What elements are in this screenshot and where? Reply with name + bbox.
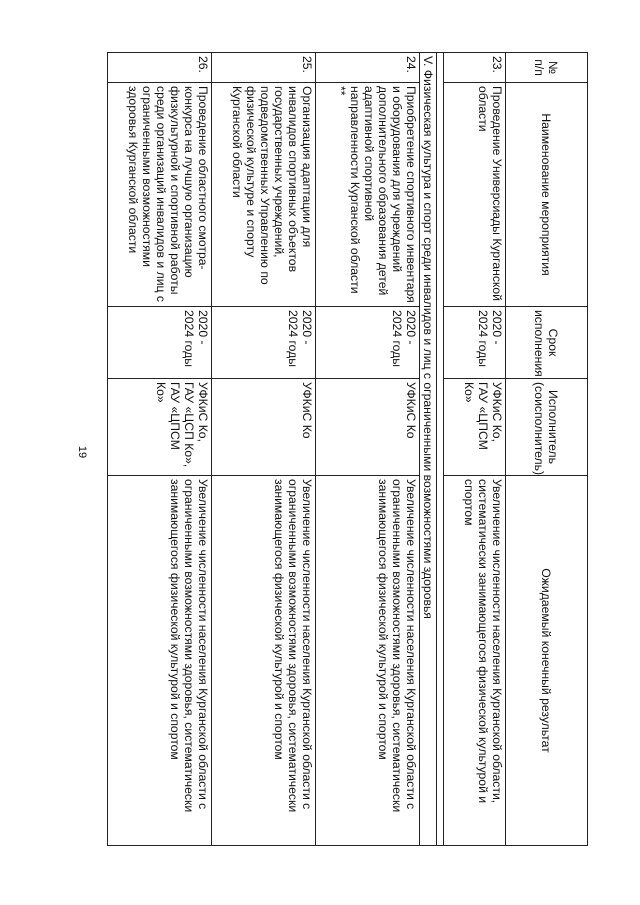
row-executor: УФКиС Ко, ГАУ «ЦСП Ко», ГАУ «ЦПСМ Ко»	[108, 379, 212, 476]
row-result: Увеличение численности населения Курганской области с ограниченными возможностями здоровья, систематически занимающегося физической культурой и спортом	[315, 476, 419, 846]
row-num: 24.	[315, 53, 419, 83]
row-num: 26.	[108, 53, 212, 83]
row-num: 25.	[211, 53, 315, 83]
row-result: Увеличение численности населения Курганской области с ограниченными возможностями здоровья, систематически занимающегося физической культурой и спортом	[108, 476, 212, 846]
row-num: 23.	[443, 53, 505, 83]
row-result: Увеличение численности населения Курганской области с ограниченными возможностями здоровья, систематически занимающегося физической культурой и спортом	[211, 476, 315, 846]
section-title: V. Физическая культура и спорт среди инвалидов и лиц с ограниченными возможностями здоровья	[419, 53, 437, 846]
table-row	[443, 53, 505, 846]
section-separator	[437, 53, 443, 846]
row-name: Проведение Универсиады Курганской области	[443, 83, 505, 307]
row-name: Проведение областного смотра-конкурса на лучшую организацию физкультурной и спортивной работы среди организаций инвалидов и лиц с ограниченными возможностями здоровья Курганской области	[108, 83, 212, 307]
header-result: Ожидаемый конечный результат	[506, 476, 588, 846]
row-executor: УФКиС Ко	[211, 379, 315, 476]
row-name: Приобретение спортивного инвентаря и оборудования для учреждений дополнительного образования детей адаптивной спортивной направленности Курганской области **	[315, 83, 419, 307]
row-term: 2020 - 2024 годы	[443, 307, 505, 379]
table-row	[315, 53, 419, 846]
row-name: Организация адаптации для инвалидов спортивных объектов государственных учреждений, подведомственных Управлению по физической культуре и спорту Курганской области	[211, 83, 315, 307]
header-name: Наименование мероприятия	[506, 83, 588, 307]
row-term: 2020 - 2024 годы	[315, 307, 419, 379]
section-header-row	[419, 53, 437, 846]
table-row	[108, 53, 212, 846]
row-executor: УФКиС Ко	[315, 379, 419, 476]
row-result: Увеличение численности населения Курганской области, систематически занимающегося физической культурой и спортом	[443, 476, 505, 846]
header-executor: Исполнитель (соисполнитель)	[506, 379, 588, 476]
rotated-page-area	[107, 52, 588, 846]
row-executor: УФКиС Ко, ГАУ «ЦПСМ Ко»	[443, 379, 505, 476]
page-number: 19	[76, 445, 88, 459]
row-term: 2020 - 2024 годы	[108, 307, 212, 379]
activities-table	[107, 52, 588, 846]
header-term: Срок исполнения	[506, 307, 588, 379]
row-term: 2020 - 2024 годы	[211, 307, 315, 379]
table-row	[211, 53, 315, 846]
header-num: № п/п	[506, 53, 588, 83]
table-header-row	[506, 53, 588, 846]
